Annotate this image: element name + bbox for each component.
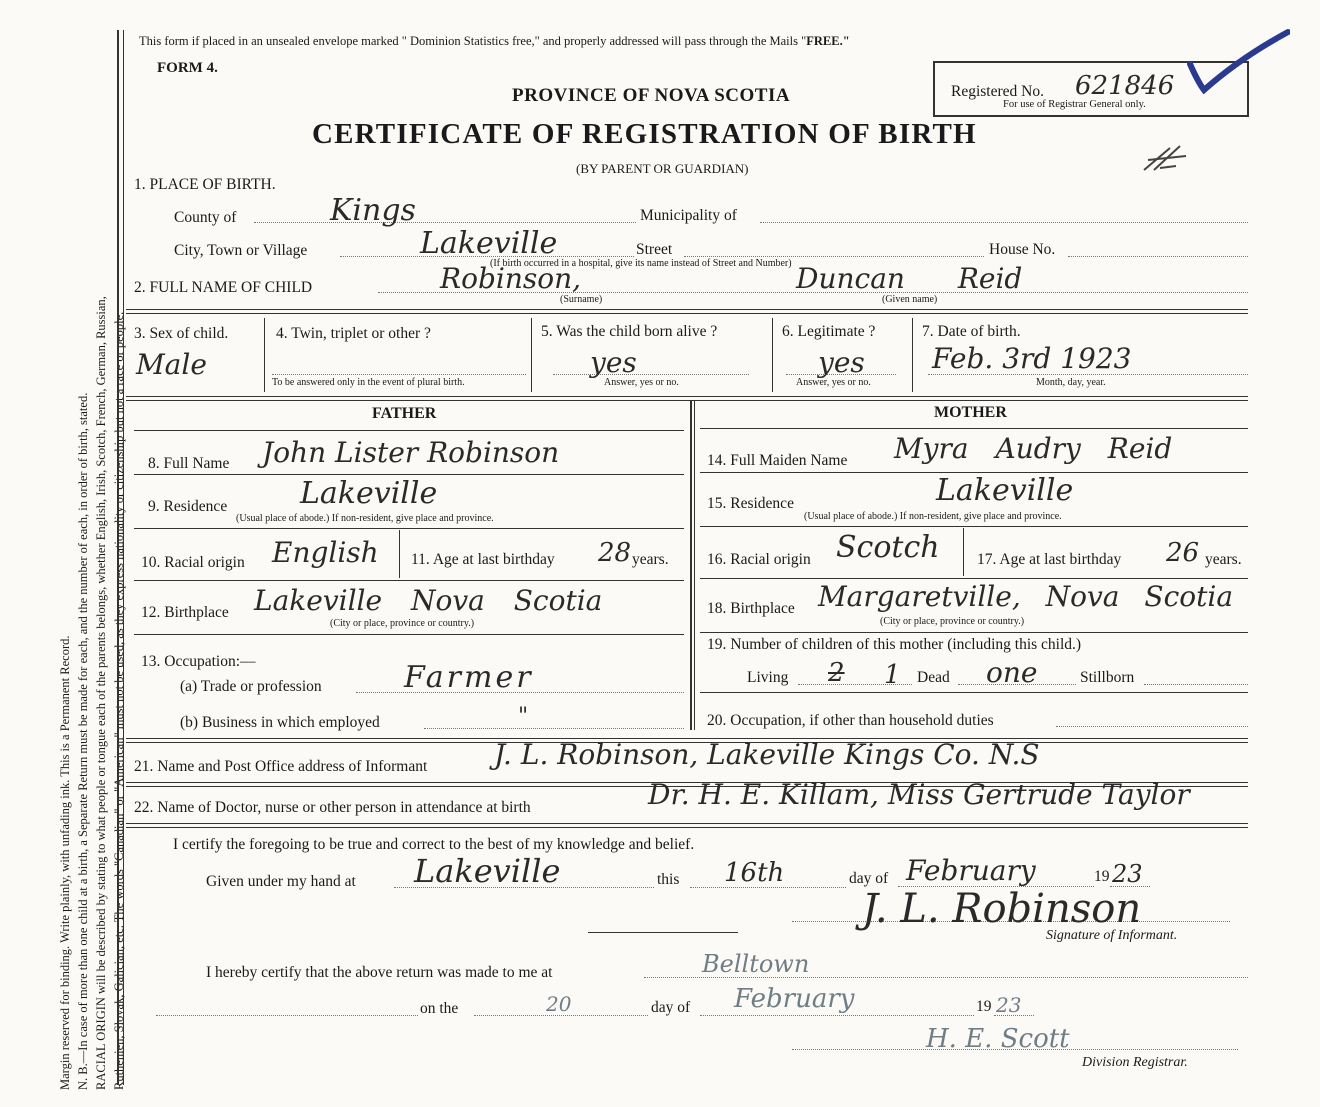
registrar-signature: H. E. Scott xyxy=(926,1024,1070,1054)
trade-label: (a) Trade or profession xyxy=(180,678,322,695)
city-label: City, Town or Village xyxy=(174,242,308,259)
registrar-note: For use of Registrar General only. xyxy=(1003,99,1146,110)
dead-label: Dead xyxy=(917,669,950,686)
given-label: Given under my hand at xyxy=(206,873,356,890)
mother-age-label: 17. Age at last birthday xyxy=(977,551,1122,568)
mail-note: This form if placed in an unsealed envelope marked " Dominion Statistics free," and properly addressed will pass through the Mails "FREE." xyxy=(139,34,850,48)
certify-text: I certify the foregoing to be true and correct to the best of my knowledge and belief. xyxy=(173,836,695,853)
alive-label: 5. Was the child born alive ? xyxy=(541,323,718,340)
registrar-place: Belltown xyxy=(702,950,810,978)
mother-birthplace-label: 18. Birthplace xyxy=(707,600,795,617)
mother-name-label: 14. Full Maiden Name xyxy=(707,452,848,469)
stillborn-label: Stillborn xyxy=(1080,669,1135,686)
mother-birthplace-caption: (City or place, province or country.) xyxy=(880,616,1025,627)
given-place: Lakeville xyxy=(414,852,561,890)
twin-note: To be answered only in the event of plural birth. xyxy=(272,377,465,388)
legit-value: yes xyxy=(818,346,865,379)
place-heading: 1. PLACE OF BIRTH. xyxy=(134,176,276,193)
mother-residence-caption: (Usual place of abode.) If non-resident, give place and province. xyxy=(804,511,1062,522)
child-given-name: Duncan Reid xyxy=(796,262,1023,295)
mother-name: Myra Audry Reid xyxy=(894,432,1173,465)
municipality-label: Municipality of xyxy=(640,207,737,224)
registered-number: 621846 xyxy=(1075,71,1175,101)
father-residence: Lakeville xyxy=(300,476,438,511)
father-residence-label: 9. Residence xyxy=(148,498,228,515)
city-value: Lakeville xyxy=(420,226,558,261)
given-year: 23 xyxy=(1112,860,1143,888)
children-label: 19. Number of children of this mother (including this child.) xyxy=(707,636,1082,653)
margin-line-1: Margin reserved for binding. Write plainly, with unfading ink. This is a Permanent Record. xyxy=(58,635,72,1090)
given-caption: (Given name) xyxy=(882,294,938,305)
dob-label: 7. Date of birth. xyxy=(922,323,1021,340)
twin-label: 4. Twin, triplet or other ? xyxy=(276,325,431,342)
county-value: Kings xyxy=(330,193,416,228)
informant-label: 21. Name and Post Office address of Informant xyxy=(134,758,428,775)
doctor-value: Dr. H. E. Killam, Miss Gertrude Taylor xyxy=(648,778,1190,811)
dob-value: Feb. 3rd 1923 xyxy=(932,342,1132,375)
father-years: years. xyxy=(632,551,669,568)
legit-label: 6. Legitimate ? xyxy=(782,323,876,340)
registrar-caption: Division Registrar. xyxy=(1082,1055,1188,1070)
mother-birthplace: Margaretville, Nova Scotia xyxy=(818,580,1234,613)
stamp-scribble-icon xyxy=(1140,140,1200,180)
father-residence-caption: (Usual place of abode.) If non-resident, give place and province. xyxy=(236,513,494,524)
father-birthplace-caption: (City or place, province or country.) xyxy=(330,618,475,629)
father-race: English xyxy=(272,536,379,569)
living-label: Living xyxy=(747,669,789,686)
binding-rule-inner xyxy=(123,30,124,1085)
trade-value: Farmer xyxy=(404,660,534,695)
given-year-prefix: 19 xyxy=(1094,868,1110,885)
check-mark-icon xyxy=(1180,28,1290,98)
registrar-text: I hereby certify that the above return was made to me at xyxy=(206,964,553,981)
mother-residence: Lakeville xyxy=(936,473,1074,508)
column-divider xyxy=(690,400,692,730)
province-heading: PROVINCE OF NOVA SCOTIA xyxy=(512,85,791,106)
father-age: 28 xyxy=(598,538,632,568)
registrar-day-of-label: day of xyxy=(651,999,691,1016)
signature-caption: Signature of Informant. xyxy=(1046,928,1178,943)
on-the-label: on the xyxy=(420,1000,459,1017)
business-label: (b) Business in which employed xyxy=(180,714,380,731)
binding-rule xyxy=(117,30,119,1085)
mother-occupation-label: 20. Occupation, if other than household duties xyxy=(707,712,994,729)
given-day: 16th xyxy=(724,858,785,888)
surname-caption: (Surname) xyxy=(560,294,603,305)
informant-signature: J. L. Robinson xyxy=(862,886,1142,932)
informant-value: J. L. Robinson, Lakeville Kings Co. N.S xyxy=(494,738,1040,771)
registered-label: Registered No. xyxy=(951,83,1044,100)
father-name: John Lister Robinson xyxy=(262,436,560,469)
occupation-label: 13. Occupation:— xyxy=(141,653,256,670)
street-label: Street xyxy=(636,241,673,258)
registrar-year-prefix: 19 xyxy=(976,998,992,1015)
sex-value: Male xyxy=(136,348,207,381)
father-race-label: 10. Racial origin xyxy=(141,554,245,571)
page-subtitle: (BY PARENT OR GUARDIAN) xyxy=(576,161,749,176)
living-struck-value: 2 xyxy=(828,658,845,688)
mother-years: years. xyxy=(1205,551,1242,568)
registrar-year: 23 xyxy=(996,993,1022,1017)
page-title: CERTIFICATE OF REGISTRATION OF BIRTH xyxy=(312,118,977,150)
legit-caption: Answer, yes or no. xyxy=(796,377,871,388)
father-heading: FATHER xyxy=(372,405,437,422)
county-label: County of xyxy=(174,209,237,226)
living-value: 1 xyxy=(884,660,901,690)
margin-line-3: RACIAL ORIGIN will be described by stating to what people or tongue each of the parents belongs, whether English, Irish, Scotch, French, German, Russian, xyxy=(94,296,108,1090)
father-age-label: 11. Age at last birthday xyxy=(411,551,555,568)
house-label: House No. xyxy=(989,241,1056,258)
margin-line-2: N. B.—In case of more than one child at a birth, a Separate Return must be made for each, and the number of each, in order of birth, stated. xyxy=(76,392,90,1090)
registrar-month: February xyxy=(734,984,855,1014)
mother-heading: MOTHER xyxy=(934,404,1007,421)
mother-race-label: 16. Racial origin xyxy=(707,551,811,568)
given-month: February xyxy=(906,854,1036,887)
mother-residence-label: 15. Residence xyxy=(707,495,794,512)
day-of-label: day of xyxy=(849,870,889,887)
form-number: FORM 4. xyxy=(157,60,218,76)
margin-line-4: Ruthenien, Slovak, Galician, etc. The words "Canadian" or "American" must not be used, as they express nationality or citizenship but not a race or people. xyxy=(112,311,126,1090)
father-birthplace-label: 12. Birthplace xyxy=(141,604,229,621)
business-value: " xyxy=(518,704,529,729)
father-birthplace: Lakeville Nova Scotia xyxy=(254,584,603,617)
mother-age: 26 xyxy=(1166,538,1200,568)
hospital-note: (If birth occurred in a hospital, give its name instead of Street and Number) xyxy=(490,258,792,269)
dob-caption: Month, day, year. xyxy=(1036,377,1106,388)
sex-label: 3. Sex of child. xyxy=(134,325,229,342)
alive-caption: Answer, yes or no. xyxy=(604,377,679,388)
father-name-label: 8. Full Name xyxy=(148,455,230,472)
mother-race: Scotch xyxy=(836,530,940,565)
alive-value: yes xyxy=(590,346,637,379)
child-surname: Robinson, xyxy=(440,262,582,295)
child-name-label: 2. FULL NAME OF CHILD xyxy=(134,279,313,296)
registrar-day: 20 xyxy=(546,992,572,1016)
this-label: this xyxy=(657,871,680,888)
dead-value: one xyxy=(986,656,1038,689)
doctor-label: 22. Name of Doctor, nurse or other person in attendance at birth xyxy=(134,799,531,816)
